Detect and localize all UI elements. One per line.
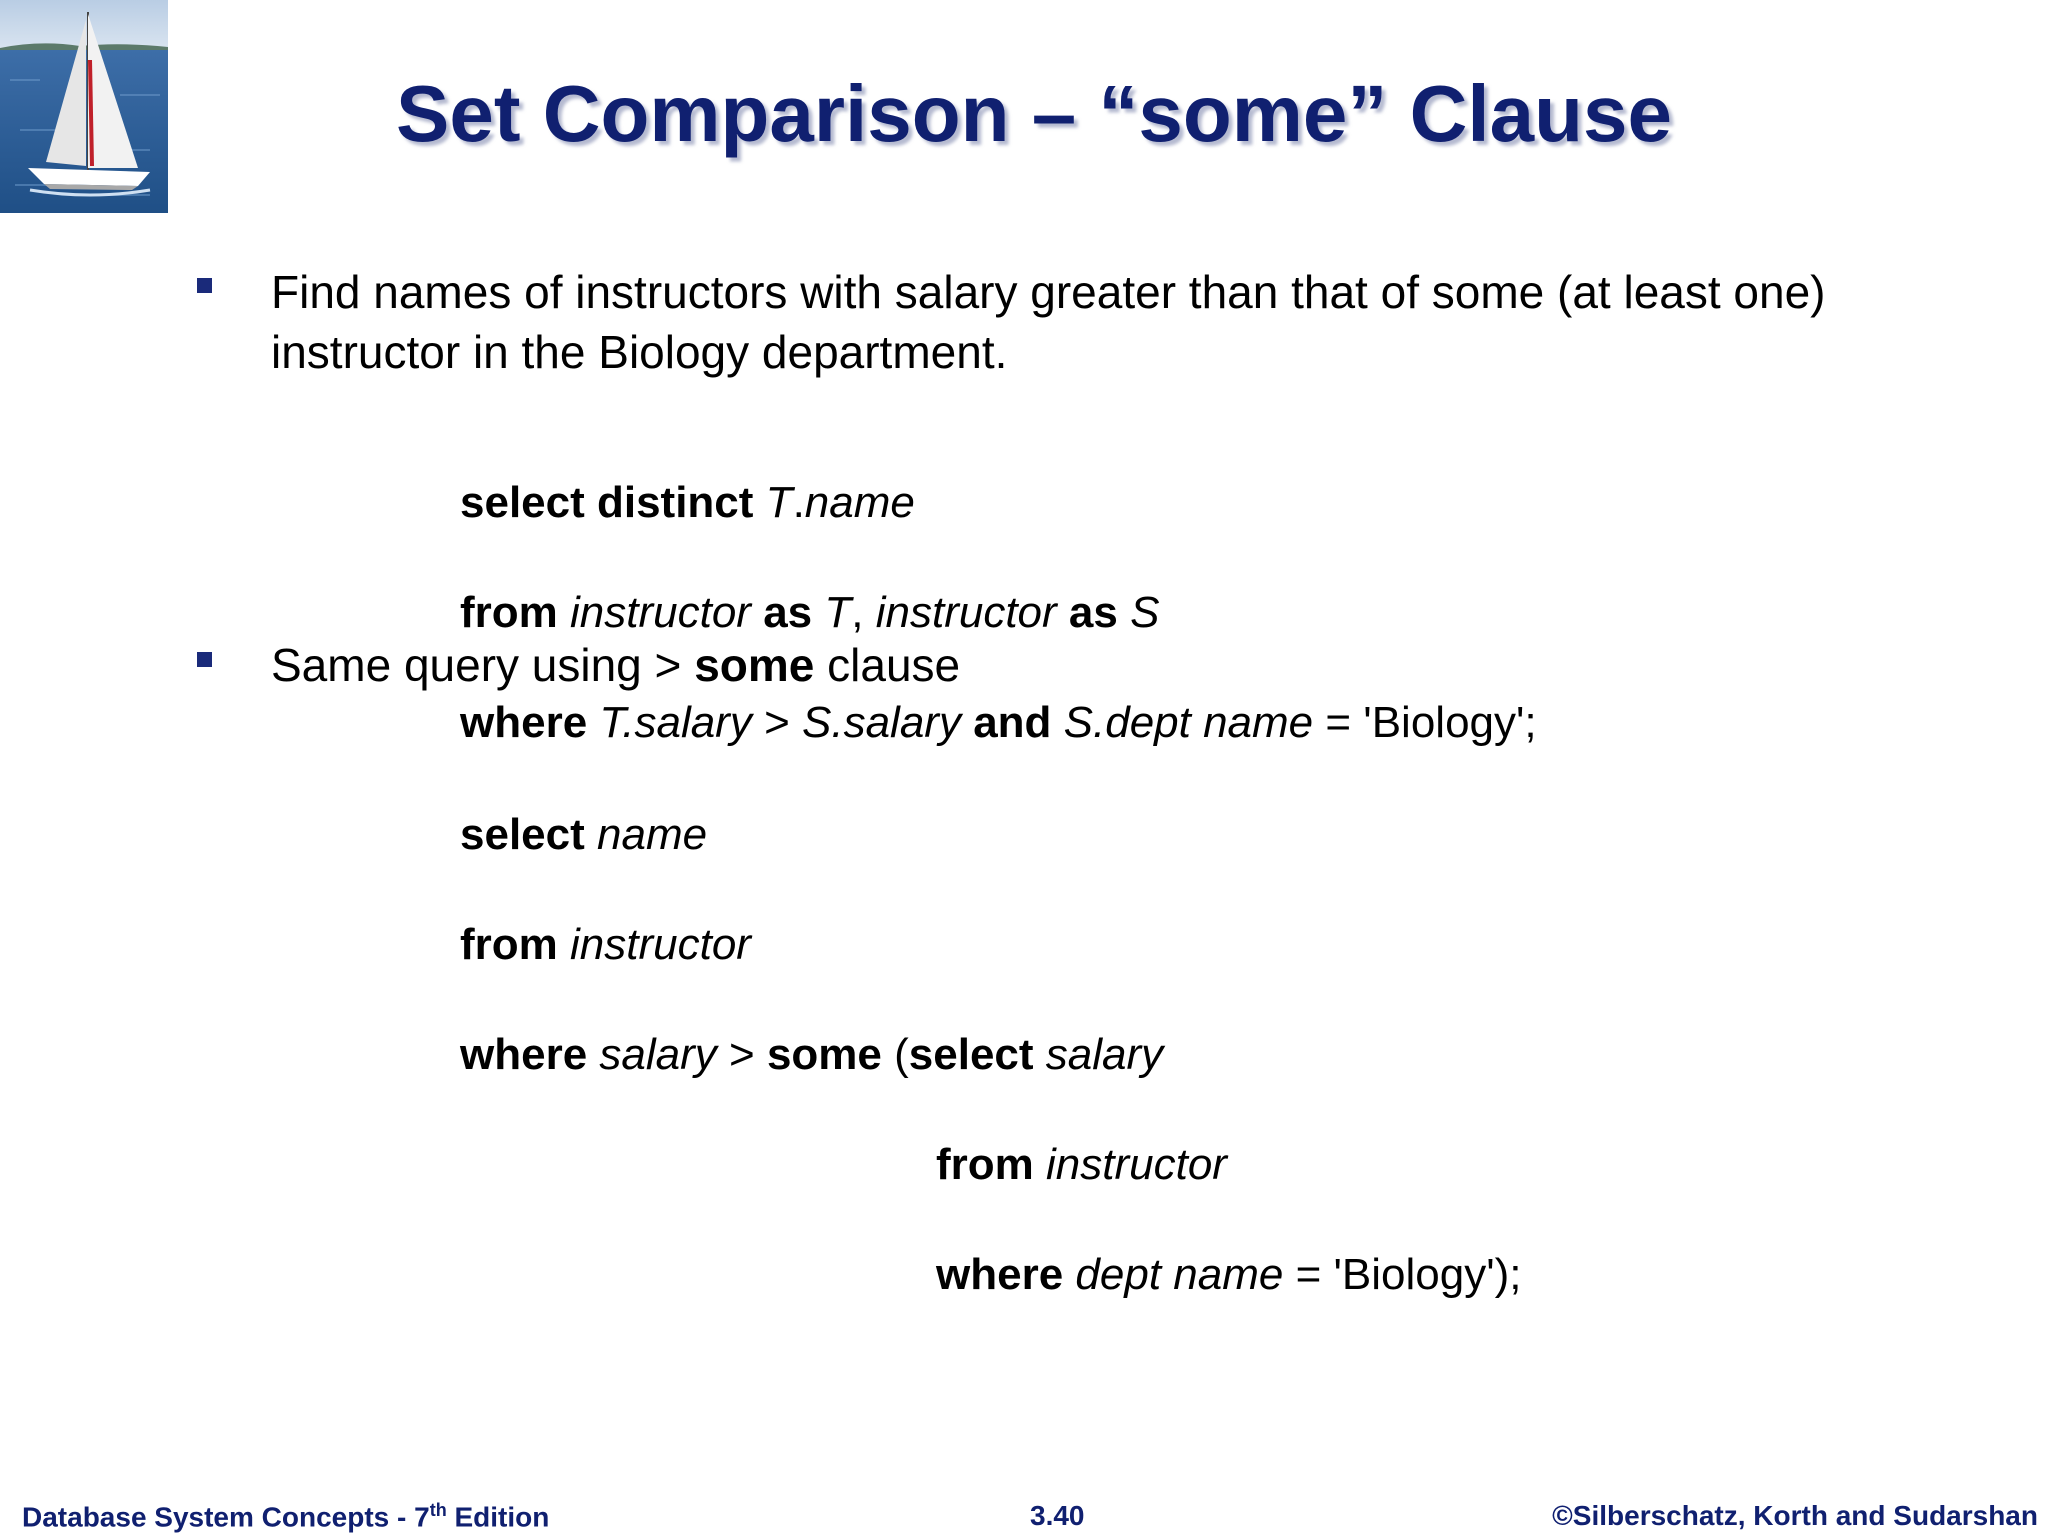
bullet-text-2: Same query using > some clause: [271, 639, 961, 691]
query-1: [460, 420, 1537, 805]
footer-right: ©Silberschatz, Korth and Sudarshan: [1552, 1500, 2038, 1531]
query-2-line-2: from instructor: [460, 920, 751, 969]
square-bullet-icon: [197, 652, 212, 667]
slide-title: Set Comparison – “some” Clause: [396, 69, 1672, 158]
query-2-line-5: where dept name = 'Biology');: [936, 1250, 1522, 1299]
bullet-text-1: Find names of instructors with salary greater than that of some (at least one) instructor in the Biology department.: [271, 266, 1826, 378]
query-2-line-4: from instructor: [936, 1140, 1227, 1189]
query-1-line-3: where T.salary > S.salary and S.dept name = 'Biology';: [460, 698, 1537, 747]
query-2: [460, 752, 1521, 1357]
slide-number: 3.40: [1030, 1500, 1085, 1531]
square-bullet-icon: [197, 278, 212, 293]
footer-left: Database System Concepts - 7th Edition: [22, 1500, 550, 1533]
query-2-line-1: select name: [460, 810, 708, 859]
query-1-line-1: select distinct T.name: [460, 478, 915, 527]
query-1-line-2: from instructor as T, instructor as S: [460, 588, 1160, 637]
query-2-line-3: where salary > some (select salary: [460, 1030, 1164, 1079]
